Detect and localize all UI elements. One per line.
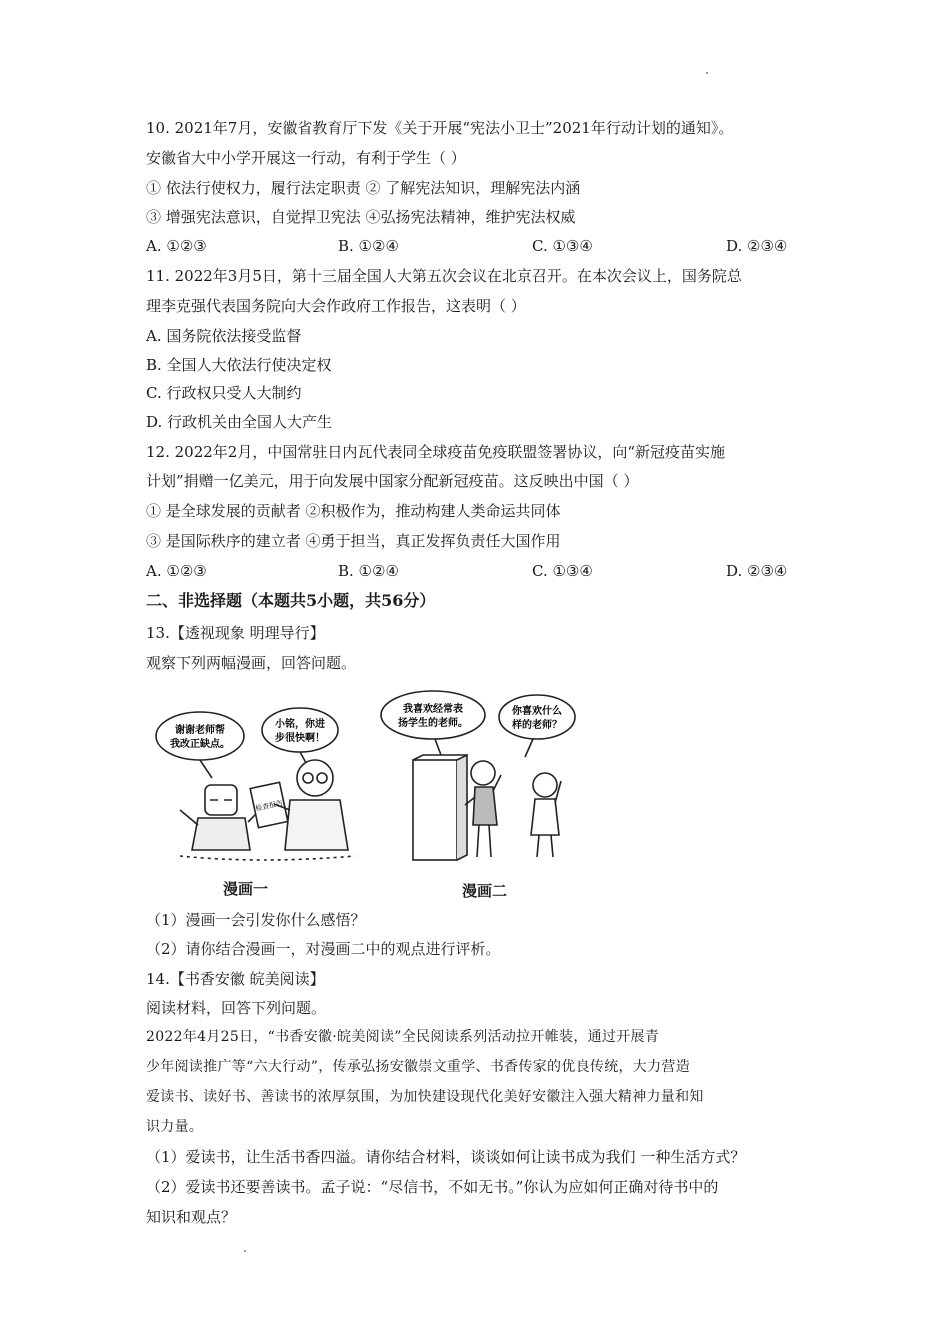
q14-sub2-line2: 知识和观点？ — [146, 1208, 237, 1226]
q12-item-line2: ③ 是国际秩序的建立者 ④勇于担当，真正发挥负责任大国作用 — [146, 532, 561, 550]
q10-item-line2: ③ 增强宪法意识，自觉捍卫宪法 ④弘扬宪法精神，维护宪法权威 — [146, 208, 576, 226]
comic2-right-bubble — [499, 695, 575, 739]
q12-stem-line2: 计划”捐赠一亿美元，用于向发展中国家分配新冠疫苗。这反映出中国（ ） — [146, 472, 639, 490]
q10-option-c: C. ①③④ — [532, 237, 593, 255]
comic2-left-bubble-line1: 我喜欢经常表 — [403, 704, 463, 715]
q12-option-b: B. ①②④ — [338, 562, 399, 580]
comic1-right-bubble — [262, 708, 338, 752]
comic2-right-bubble-line2: 样的老师？ — [512, 720, 562, 731]
comic1-left-bubble-line2: 我改正缺点。 — [170, 739, 230, 750]
q14-sub1: （1）爱读书，让生活书香四溢。请你结合材料，谈谈如何让读书成为我们 一种生活方式？ — [146, 1148, 746, 1166]
q13-sub2: （2）请你结合漫画一，对漫画二中的观点进行评析。 — [146, 940, 501, 958]
section2-title: 二、非选择题（本题共5小题，共56分） — [146, 591, 436, 610]
q10-option-a: A. ①②③ — [146, 237, 207, 255]
q12-stem-line1: 12. 2022年2月，中国常驻日内瓦代表同全球疫苗免疫联盟签署协议，向“新冠疫苗实施 — [146, 443, 726, 461]
comic2-right-bubble-line1: 你喜欢什么 — [512, 706, 562, 717]
q11-stem-line2: 理李克强代表国务院向大会作政府工作报告，这表明（ ） — [146, 297, 526, 315]
q13-intro: 观察下列两幅漫画，回答问题。 — [146, 654, 357, 672]
q10-stem-line1: 10. 2021年7月，安徽省教育厅下发《关于开展“宪法小卫士”2021年行动计划的通知》。 — [146, 119, 734, 137]
q13-sub1: （1）漫画一会引发你什么感悟？ — [146, 911, 366, 929]
q11-option-d: D. 行政机关由全国人大产生 — [146, 413, 333, 431]
comic-two-illustration — [375, 685, 595, 865]
q11-option-a: A. 国务院依法接受监督 — [146, 327, 302, 345]
q14-material-line4: 识力量。 — [146, 1119, 204, 1135]
scan-dot-bottom — [244, 1250, 246, 1252]
q10-option-b: B. ①②④ — [338, 237, 399, 255]
q13-title: 13.【透视现象 明理导行】 — [146, 624, 325, 642]
comic1-paper-text: 检查报告 — [254, 799, 284, 813]
scan-dot-top — [706, 72, 708, 74]
q11-option-b: B. 全国人大依法行使决定权 — [146, 356, 332, 374]
comic1-right-bubble-line2: 步很快啊！ — [275, 733, 325, 744]
q14-material-line2: 少年阅读推广等“六大行动”，传承弘扬安徽崇文重学、书香传家的优良传统，大力营造 — [146, 1059, 691, 1075]
q10-item-line1: ① 依法行使权力，履行法定职责 ② 了解宪法知识，理解宪法内涵 — [146, 179, 581, 197]
comic2-left-bubble — [381, 691, 485, 739]
q10-option-d: D. ②③④ — [726, 237, 788, 255]
q14-material-line3: 爱读书、读好书、善读书的浓厚氛围，为加快建设现代化美好安徽注入强大精神力量和知 — [146, 1089, 704, 1105]
comic-two-caption: 漫画二 — [462, 882, 508, 900]
q12-option-d: D. ②③④ — [726, 562, 788, 580]
comic1-right-bubble-line1: 小铭，你进 — [275, 719, 325, 730]
q12-item-line1: ① 是全球发展的贡献者 ②积极作为，推动构建人类命运共同体 — [146, 502, 561, 520]
q12-option-a: A. ①②③ — [146, 562, 207, 580]
q10-stem-line2: 安徽省大中小学开展这一行动，有利于学生（ ） — [146, 149, 466, 167]
comic2-tall-box — [413, 760, 457, 860]
comic1-left-bubble-line1: 谢谢老师帮 — [175, 725, 225, 736]
q14-title: 14.【书香安徽 皖美阅读】 — [146, 970, 325, 988]
comic2-left-bubble-line2: 扬学生的老师。 — [398, 718, 468, 729]
comic-one-illustration — [150, 700, 370, 870]
q11-option-c: C. 行政权只受人大制约 — [146, 384, 302, 402]
q14-sub2-line1: （2）爱读书还要善读书。孟子说：“尽信书，不如无书。”你认为应如何正确对待书中的 — [146, 1178, 719, 1196]
q14-material-line1: 2022年4月25日，“书香安徽·皖美阅读”全民阅读系列活动拉开帷装，通过开展青 — [146, 1029, 660, 1045]
q14-intro: 阅读材料，回答下列问题。 — [146, 999, 327, 1017]
comic-one-caption: 漫画一 — [223, 880, 269, 898]
q12-option-c: C. ①③④ — [532, 562, 593, 580]
q11-stem-line1: 11. 2022年3月5日，第十三届全国人大第五次会议在北京召开。在本次会议上，国务院总 — [146, 267, 742, 285]
comic1-left-bubble — [156, 712, 244, 760]
